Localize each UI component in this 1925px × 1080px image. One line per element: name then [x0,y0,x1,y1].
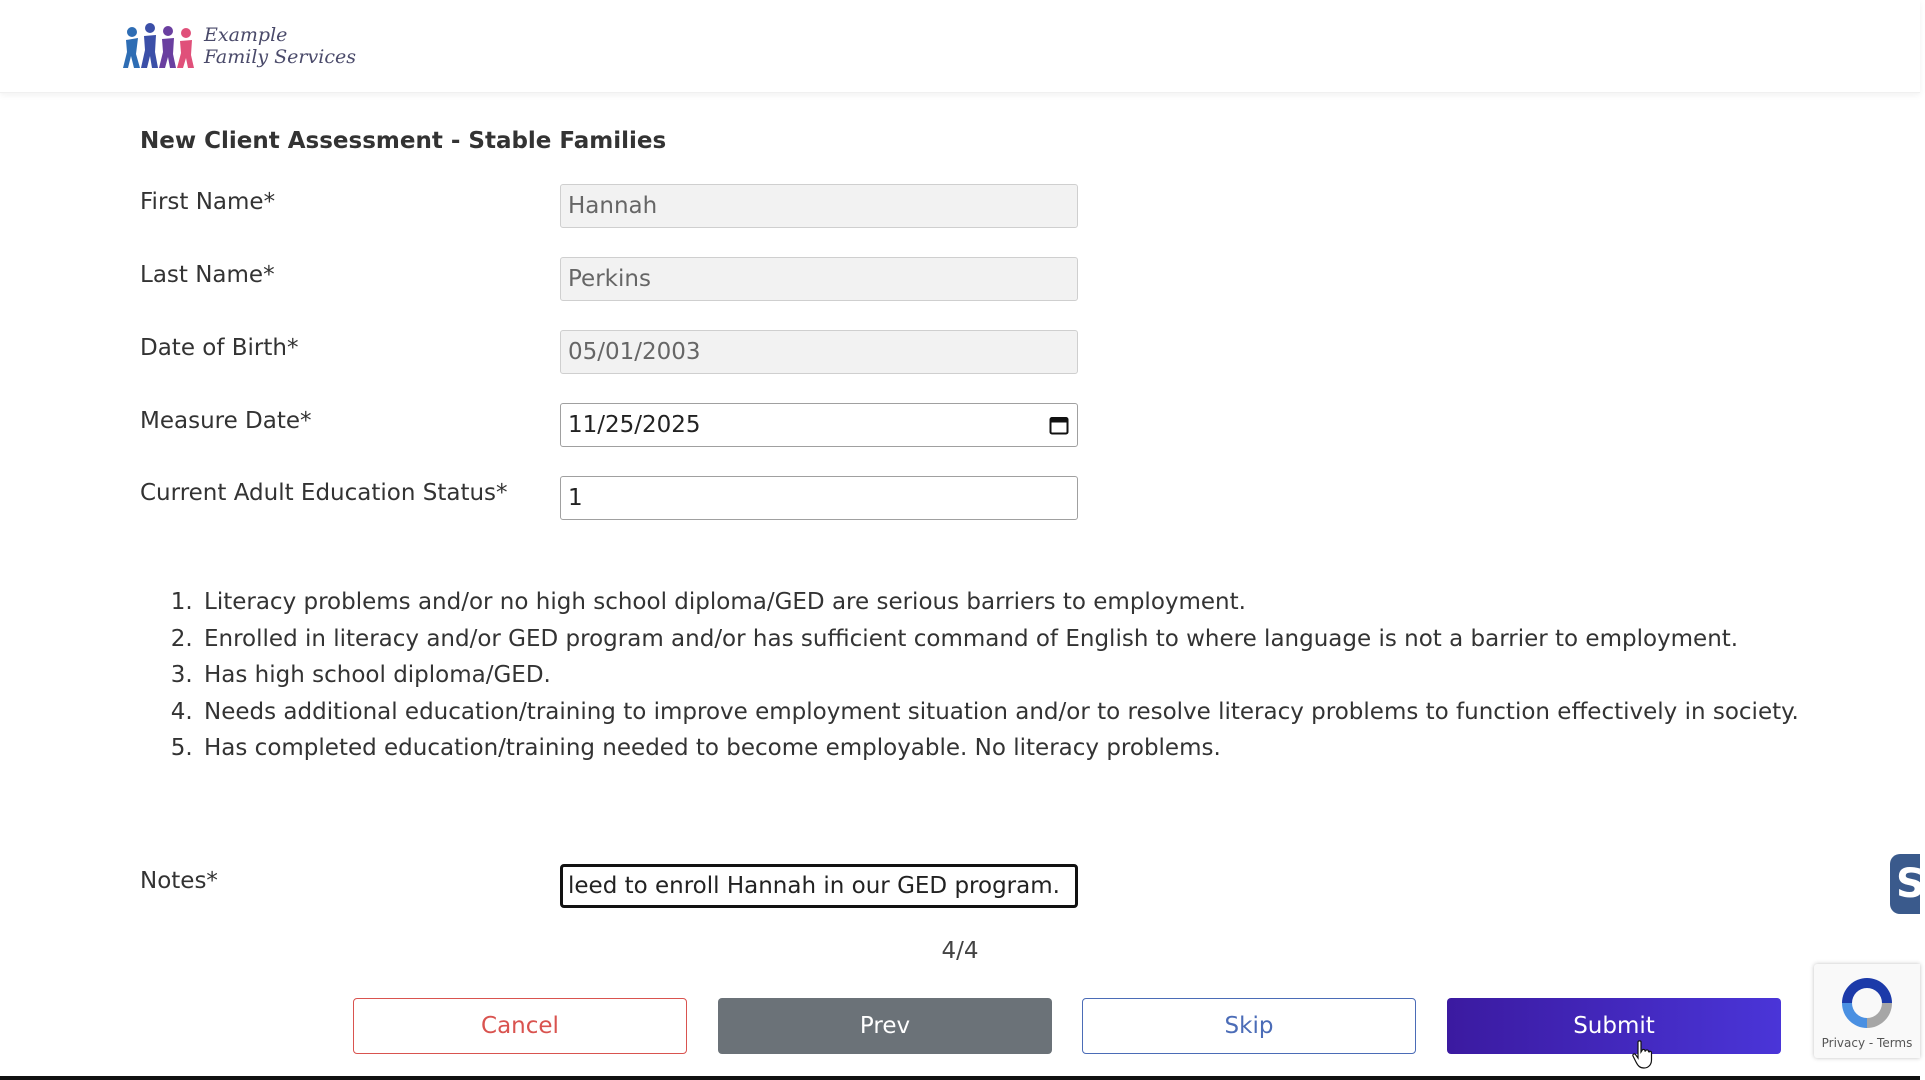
last-name-field[interactable]: Perkins [560,257,1078,301]
page-indicator: 4/4 [941,938,979,964]
education-status-options [172,584,1800,767]
side-chat-tab[interactable]: S [1890,854,1920,914]
first-name-field[interactable]: Hannah [560,184,1078,228]
date-of-birth-label: Date of Birth* [140,335,299,361]
submit-button[interactable]: Submit [1447,998,1781,1054]
logo-text-line2: Family Services [204,46,356,68]
cancel-button[interactable]: Cancel [353,998,687,1054]
site-logo[interactable] [122,20,356,72]
last-name-label: Last Name* [140,262,275,288]
mouse-cursor-icon [1632,1040,1652,1070]
privacy-link[interactable]: Privacy [1821,1036,1866,1050]
date-of-birth-field[interactable]: 05/01/2003 [560,330,1078,374]
education-status-input[interactable]: 1 [560,476,1078,520]
option-item: 4. Needs additional education/training to improve employment situation and/or to resolve literacy problems to function effectively in society. [200,694,1800,731]
measure-date-input[interactable] [560,403,1078,447]
bottom-bar [0,1076,1920,1080]
notes-input[interactable]: leed to enroll Hannah in our GED program. [560,864,1078,908]
first-name-label: First Name* [140,189,276,215]
form-title: New Client Assessment - Stable Families [140,128,667,154]
recaptcha-link-separator: - [1865,1036,1878,1050]
logo-text-line1: Example [204,24,288,46]
education-status-label: Current Adult Education Status* [140,480,508,506]
measure-date-label: Measure Date* [140,408,312,434]
notes-label: Notes* [140,868,218,894]
measure-date-value: 11/25/2025 [568,412,701,438]
site-header [0,0,1920,93]
skip-button[interactable]: Skip [1082,998,1416,1054]
prev-button[interactable]: Prev [718,998,1052,1054]
recaptcha-links [1814,1036,1920,1050]
option-item: 5. Has completed education/training needed to become employable. No literacy problems. [200,730,1800,767]
option-item: 3. Has high school diploma/GED. [200,657,1800,694]
option-item: 1. Literacy problems and/or no high school diploma/GED are serious barriers to employment. [200,584,1800,621]
logo-text [204,24,356,68]
terms-link[interactable]: Terms [1877,1036,1913,1050]
option-item: 2. Enrolled in literacy and/or GED program and/or has sufficient command of English to where language is not a barrier to employment. [200,621,1800,658]
family-logo-icon [122,20,198,72]
recaptcha-badge[interactable] [1814,964,1920,1058]
calendar-icon[interactable] [1049,415,1069,435]
recaptcha-icon [1836,972,1898,1034]
